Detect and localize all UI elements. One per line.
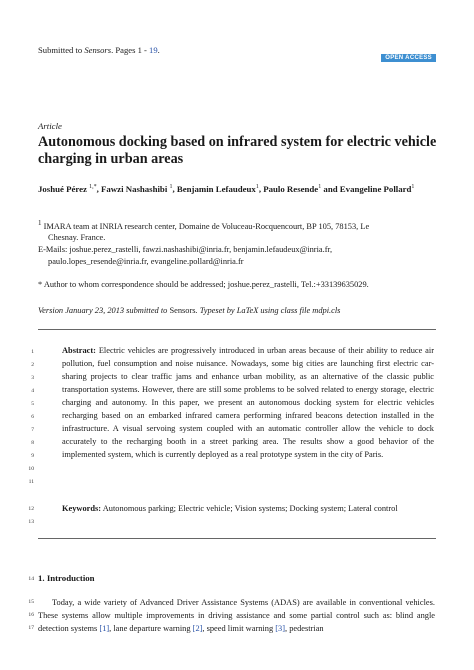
article-type: Article (38, 121, 62, 131)
line-number: 8 (31, 440, 34, 446)
line-number: 17 (28, 625, 34, 631)
line-number: 13 (28, 519, 34, 525)
keywords-text: Autonomous parking; Electric vehicle; Vision systems; Docking system; Lateral control (101, 504, 398, 513)
line-number: 7 (31, 427, 34, 433)
abstract-text: Electric vehicles are progressively introduced in urban areas because of their ability to reduce air pollution, fuel consumption and noise nuisance. Nowadays, some big cities are launching first electric car-sharing projects to clear traffic jams and enhance urban mobility, as an alternative of the classic public transportation systems. However, there are still some problems to be solved related to energy storage, electric charging and autonomy. In this paper, we present an autonomous docking system for electric vehicles recharging based on an embarked infrared camera performing infrared beacons detection installed in the infrastructure. A visual servoing system coupled with an automatic controller allow the vehicle to dock accurately to the recharging booth in a street parking area. The results show a good behavior of the implemented system, which is currently deployed as a real prototype system in the city of Paris. (62, 346, 434, 459)
keywords-label: Keywords: (62, 504, 102, 513)
line-number: 14 (28, 576, 34, 582)
line-number: 11 (28, 479, 34, 485)
affiliation-block (38, 218, 434, 267)
line-number: 4 (31, 388, 34, 394)
line-number: 1 (31, 349, 34, 355)
abstract (62, 345, 434, 462)
affiliation-line-2: Chesnay. France. (48, 233, 106, 243)
pages-link[interactable]: 19 (149, 45, 158, 55)
citation-link[interactable]: [1] (99, 624, 110, 634)
version-line: Version January 23, 2013 submitted to Sensors. Typeset by LaTeX using class file mdpi.cls (38, 306, 341, 315)
line-number: 9 (31, 453, 34, 459)
affiliation-line: $^1$ IMARA team at INRIA research center, Domaine de Voluceau-Rocquencourt, BP 105, 78153, Le (38, 219, 370, 231)
line-number: 6 (31, 414, 34, 420)
citation-link[interactable]: [2] (192, 624, 203, 634)
line-number: 16 (28, 612, 34, 618)
emails-line-2: paulo.lopes_resende@inria.fr, evangeline.pollard@inria.fr (48, 256, 244, 266)
keywords (62, 502, 434, 515)
citation-link[interactable]: [3] (275, 624, 285, 634)
line-number: 15 (28, 599, 34, 605)
line-number: 3 (31, 375, 34, 381)
author-list: Joshué Pérez $^{1,*}$, Fawzi Nashashibi $^1$, Benjamin Lefaudeux$^1$, Paulo Resende$^1$ and Evangeline Pollard$^1$ (38, 183, 415, 194)
line-number: 10 (28, 466, 34, 472)
line-number: 12 (28, 506, 34, 512)
abstract-label: Abstract: (62, 346, 96, 355)
section-heading: 1. Introduction (38, 573, 95, 583)
line-number: 2 (31, 362, 34, 368)
divider-bottom (38, 538, 436, 539)
line-number: 5 (31, 401, 34, 407)
body-paragraph: Today, a wide variety of Advanced Driver Assistance Systems (ADAS) are available in conventional vehicles. These systems allow multiple improvements in driving assistance and some partial control such as: blind angle detection systems [1], lane departure warning [2], speed limit warning [3], pedestrian (38, 598, 435, 634)
divider-top (38, 329, 436, 330)
emails-line: E-Mails: joshue.perez_rastelli, fawzi.nashashibi@inria.fr, benjamin.lefaudeux@inria.fr, (38, 244, 333, 254)
paper-title: Autonomous docking based on infrared system for electric vehicle charging in urban areas (38, 134, 437, 167)
open-access-badge: OPEN ACCESS (381, 54, 436, 62)
submission-line: Submitted to Sensors. Pages 1 - 19. (38, 45, 160, 55)
correspondence-note: * Author to whom correspondence should be addressed; joshue.perez_rastelli, Tel.:+33139635029. (38, 280, 369, 289)
